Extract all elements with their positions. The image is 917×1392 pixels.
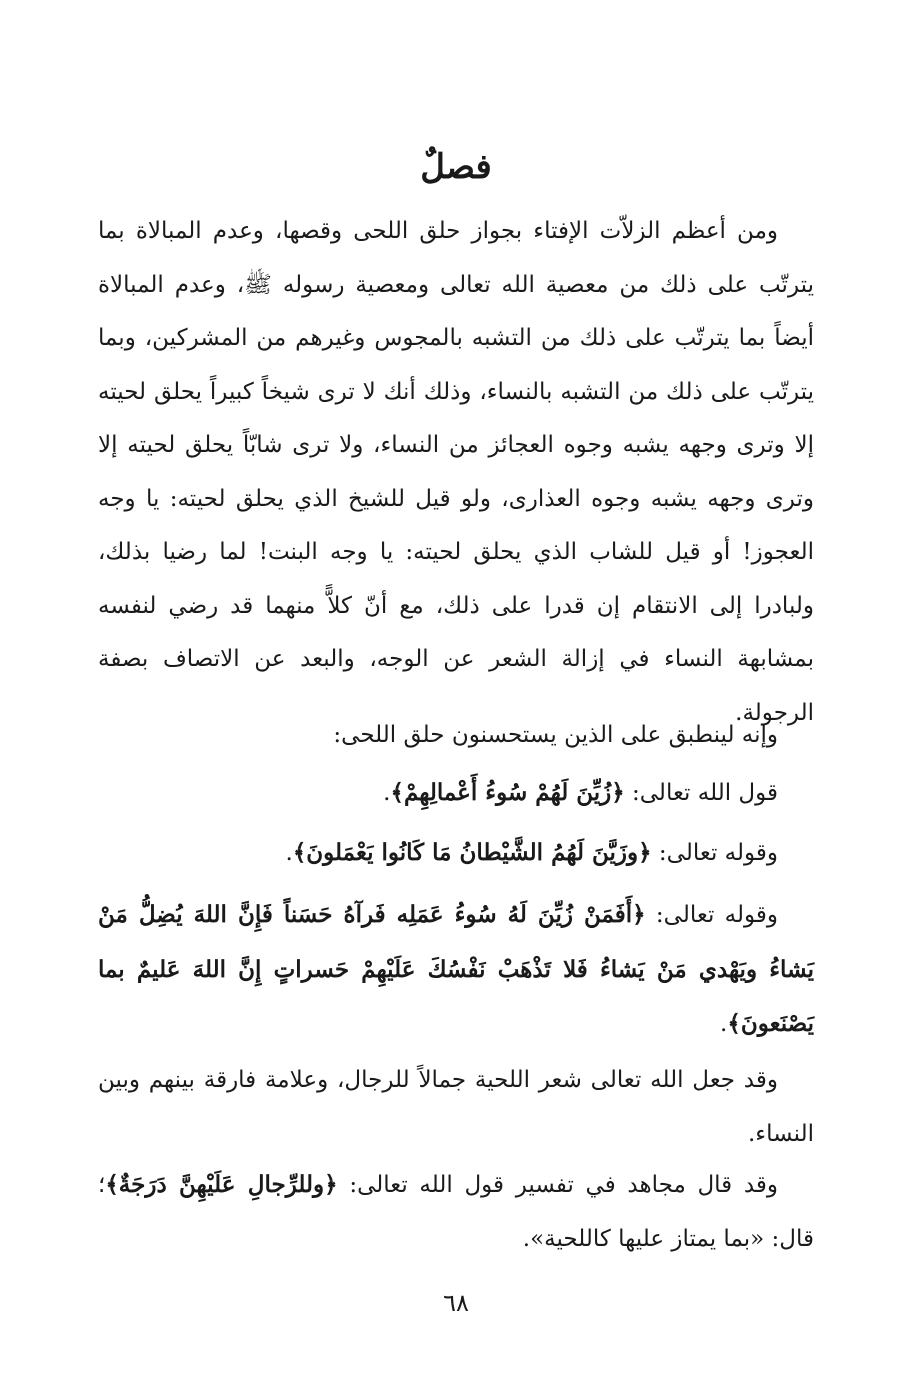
book-page [98, 0, 814, 1392]
paragraph-2-text: وإنه لينطبق على الذين يستحسنون حلق اللحى: [333, 722, 778, 748]
verse-intro: وقوله تعالى: [645, 902, 778, 928]
verse-end: . [383, 780, 391, 806]
verse-paragraph-4 [98, 1158, 814, 1266]
quran-verse: ﴿وزَيَّنَ لَهُمُ الشَّيْطانُ مَا كَانُوا يَعْمَلونَ﴾ [292, 839, 652, 866]
verse-end: ؛ قال: «بما يمتاز عليها كاللحية». [98, 1172, 814, 1252]
paragraph-6-text: وقد جعل الله تعالى شعر اللحية جمالاً للرجال، وعلامة فارقة بينهم وبين النساء. [98, 1067, 814, 1147]
paragraph-2 [98, 709, 814, 763]
verse-paragraph-2 [98, 826, 814, 881]
page-number: ٦٨ [443, 1289, 469, 1317]
paragraph-1-text: ومن أعظم الزلاّت الإفتاء بجواز حلق اللحى وقصها، وعدم المبالاة بما يترتّب على ذلك من معصية الله تعالى ومعصية رسوله ﷺ، وعدم المبالاة أيضاً بما يترتّب على ذلك من التشبه بالمجوس وغيرهم من المشركين، وبما يترتّب على ذلك من التشبه بالنساء، وذلك أنك لا ترى شيخاً كبيراً يحلق لحيته إلا وترى وجهه يشبه وجوه العجائز من النساء، ولا ترى شابّاً يحلق لحيته إلا وترى وجهه يشبه وجوه العذارى، ولو قيل للشيخ الذي يحلق لحيته: يا وجه العجوز! أو قيل للشاب الذي يحلق لحيته: يا وجه البنت! لما رضيا بذلك، ولبادرا إلى الانتقام إن قدرا على ذلك، مع أنّ كلاًّ منهما قد رضي لنفسه بمشابهة النساء في إزالة الشعر عن الوجه، والبعد عن الاتصاف بصفة الرجولة. [98, 218, 814, 726]
verse-intro: وقوله تعالى: [651, 840, 778, 866]
verse-paragraph-3 [98, 888, 814, 1052]
verse-end: . [285, 840, 293, 866]
paragraph-6 [98, 1054, 814, 1161]
quran-verse: ﴿أَفَمَنْ زُيِّنَ لَهُ سُوءُ عَمَلِه فَرآهُ حَسَناً فَإِنَّ اللهَ يُضِلُّ مَنْ يَشاءُ ويَهْدي مَنْ يَشاءُ فَلا تَذْهَبْ نَفْسُكَ عَلَيْهِمْ حَسراتٍ إِنَّ اللهَ عَليمٌ بما يَصْنَعونَ﴾ [98, 901, 814, 1037]
verse-intro: وقد قال مجاهد في تفسير قول الله تعالى: [337, 1172, 778, 1198]
paragraph-1 [98, 205, 814, 740]
section-title: فصلٌ [420, 147, 492, 187]
quran-verse: ﴿زُيِّنَ لَهُمْ سُوءُ أَعْمالِهِمْ﴾ [390, 779, 625, 806]
verse-paragraph-1 [98, 766, 814, 821]
verse-intro: قول الله تعالى: [624, 780, 778, 806]
verse-end: . [720, 1011, 728, 1037]
quran-verse: ﴿وللرِّجالِ عَلَيْهِنَّ دَرَجَةٌ﴾ [105, 1171, 338, 1198]
